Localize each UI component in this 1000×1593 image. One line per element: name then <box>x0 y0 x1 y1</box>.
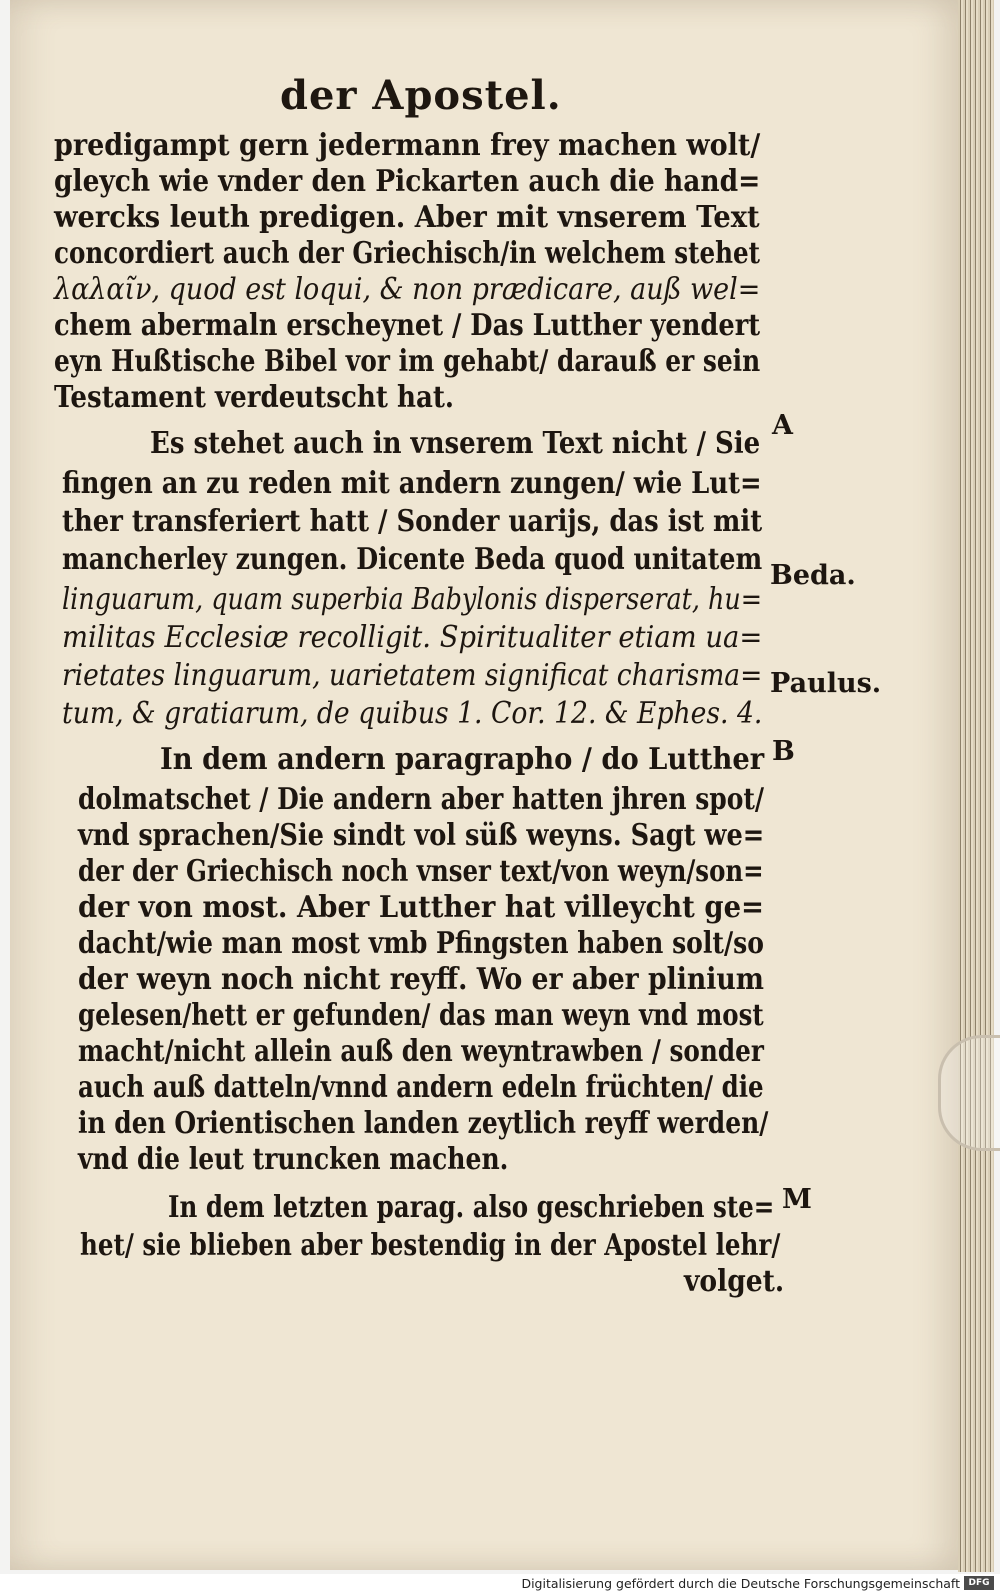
text-line: eyn Hußtische Bibel vor im gehabt/ darauß er sein <box>54 344 761 379</box>
text-line: predigampt gern jedermann frey machen wolt/ <box>54 128 761 163</box>
text-line: In dem letzten parag. also geschrieben ste= <box>168 1190 775 1225</box>
text-line: wercks leuth predigen. Aber mit vnserem Text <box>54 200 760 235</box>
margin-note: Beda. <box>770 560 856 591</box>
text-line: volget. <box>684 1264 785 1299</box>
text-line: der weyn noch nicht reyff. Wo er aber plinium <box>78 962 765 997</box>
text-line: militas Ecclesiæ recolligit. Spiritualiter etiam ua= <box>62 620 763 655</box>
margin-note: A <box>772 410 793 441</box>
text-line: der von most. Aber Lutther hat villeycht ge= <box>78 890 765 925</box>
text-line: Es stehet auch in vnserem Text nicht / Sie <box>150 426 761 461</box>
text-line: gelesen/hett er gefunden/ das man weyn vnd most <box>78 998 764 1033</box>
text-line: gleych wie vnder den Pickarten auch die hand= <box>54 164 761 199</box>
text-line: ther transferiert hatt / Sonder uarijs, das ist mit <box>62 504 763 539</box>
text-line: concordiert auch der Griechisch/in welchem stehet <box>54 236 761 271</box>
dfg-logo: DFG <box>964 1576 994 1590</box>
text-line: linguarum, quam superbia Babylonis disperserat, hu= <box>62 582 763 617</box>
text-line: macht/nicht allein auß den weyntrawben / sonder <box>78 1034 764 1069</box>
text-line: vnd die leut truncken machen. <box>78 1142 509 1177</box>
text-line: fingen an zu reden mit andern zungen/ wie Lut= <box>62 466 762 501</box>
text-line: rietates linguarum, uarietatem significat charisma= <box>62 658 763 693</box>
footer-bar <box>0 1574 1000 1593</box>
text-line: auch auß datteln/vnnd andern edeln früchten/ die <box>78 1070 764 1105</box>
text-line: mancherley zungen. Dicente Beda quod unitatem <box>62 542 763 577</box>
margin-note: B <box>772 736 795 767</box>
text-line: dolmatschet / Die andern aber hatten jhren spot/ <box>78 782 765 817</box>
funding-credit: Digitalisierung gefördert durch die Deutsche Forschungsgemeinschaft <box>521 1576 960 1591</box>
book-clasp <box>938 1035 1000 1151</box>
running-head: der Apostel. <box>280 72 562 119</box>
margin-note: Paulus. <box>770 668 882 699</box>
text-line: tum, & gratiarum, de quibus 1. Cor. 12. & Ephes. 4. <box>62 696 763 731</box>
text-line: vnd sprachen/Sie sindt vol süß weyns. Sagt we= <box>78 818 765 853</box>
text-line: λαλαῖν, quod est loqui, & non prædicare, auß wel= <box>54 272 761 307</box>
text-line: der der Griechisch noch vnser text/von weyn/son= <box>78 854 764 889</box>
text-line: dacht/wie man most vmb Pfingsten haben solt/so <box>78 926 764 961</box>
text-line: Testament verdeutscht hat. <box>54 380 454 415</box>
text-line: chem abermaln erscheynet / Das Lutther yendert <box>54 308 761 343</box>
text-line: In dem andern paragrapho / do Lutther <box>160 742 765 777</box>
text-line: het/ sie blieben aber bestendig in der Apostel lehr/ <box>80 1228 781 1263</box>
page-edges <box>958 0 994 1572</box>
text-line: in den Orientischen landen zeytlich reyff werden/ <box>78 1106 769 1141</box>
margin-note: M <box>782 1184 812 1215</box>
